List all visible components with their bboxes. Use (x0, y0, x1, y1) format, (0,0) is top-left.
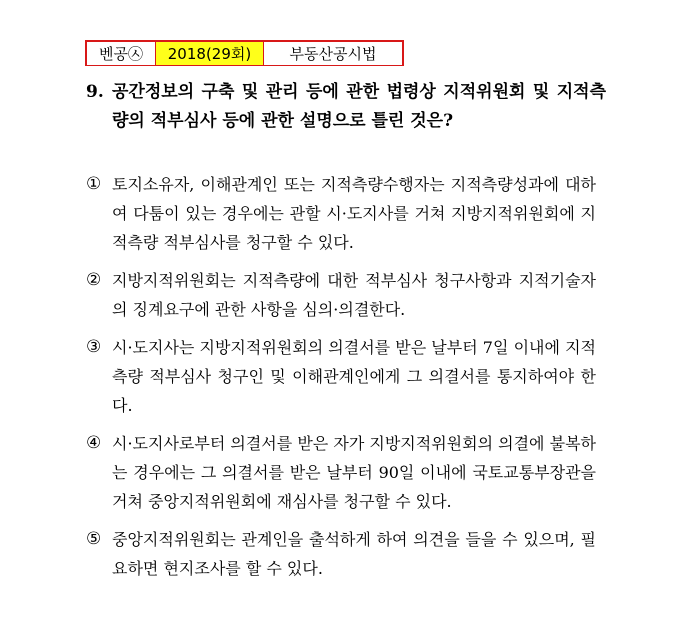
option-text: 시·도지사는 지방지적위원회의 의결서를 받은 날부터 7일 이내에 지적측량 적부심사 청구인 및 이해관계인에게 그 의결서를 통지하여야 한다. (112, 338, 596, 415)
option-text: 시·도지사로부터 의결서를 받은 자가 지방지적위원회의 의결에 불복하는 경우에는 그 의결서를 받은 날부터 90일 이내에 국토교통부장관을 거쳐 중앙지적위원회에 재심사를 청구할 수 있다. (112, 434, 596, 511)
option-marker: ④ (86, 433, 102, 453)
exam-subject-label: 부동산공시법 (289, 45, 377, 63)
option-marker: ③ (86, 337, 102, 357)
question (86, 78, 606, 136)
exam-year-label: 2018(29회) (156, 42, 264, 65)
option-5 (86, 525, 596, 583)
option-text: 토지소유자, 이해관계인 또는 지적측량수행자는 지적측량성과에 대하여 다툼이 있는 경우에는 관할 시·도지사를 거쳐 지방지적위원회에 지적측량 적부심사를 청구할 수 있다. (112, 175, 596, 252)
answer-options (86, 170, 596, 592)
option-marker: ② (86, 270, 102, 290)
option-text: 지방지적위원회는 지적측량에 대한 적부심사 청구사항과 지적기술자의 징계요구에 관한 사항을 심의·의결한다. (112, 271, 596, 319)
question-text: 공간정보의 구축 및 관리 등에 관한 법령상 지적위원회 및 지적측량의 적부심사 등에 관한 설명으로 틀린 것은? (112, 82, 606, 131)
question-number: 9. (86, 82, 104, 102)
option-marker: ⑤ (86, 529, 102, 549)
option-2 (86, 266, 596, 324)
option-3 (86, 333, 596, 420)
option-4 (86, 429, 596, 516)
option-1 (86, 170, 596, 257)
option-text: 중앙지적위원회는 관계인을 출석하게 하여 의견을 들을 수 있으며, 필요하면 현지조사를 할 수 있다. (112, 530, 596, 578)
subject-label: 벤공㉦ (87, 42, 156, 65)
exam-header (85, 40, 404, 66)
option-marker: ① (86, 174, 102, 194)
